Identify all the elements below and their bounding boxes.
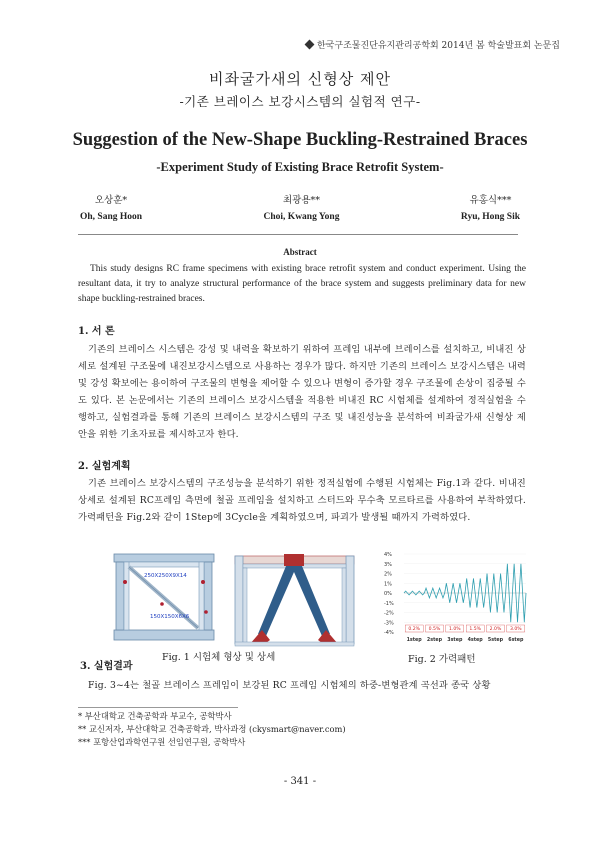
- section-3-body: Fig. 3~4는 철골 브레이스 프레임이 보강된 RC 프레임 시험체의 하중-변형관계 곡선과 종국 상황: [88, 680, 491, 691]
- section-1-heading: 1. 서 론: [78, 326, 115, 337]
- y-tick-label: -1%: [384, 600, 394, 607]
- author-2: [264, 192, 340, 222]
- y-tick-label: 2%: [384, 571, 392, 578]
- section-3-heading: 3. 실험결과: [80, 661, 133, 672]
- y-tick-label: 0%: [384, 591, 392, 597]
- conference-header: [306, 38, 560, 51]
- title-english: Suggestion of the New-Shape Buckling-Restrained Braces: [72, 130, 528, 150]
- x-tick-label: 1step: [406, 638, 422, 643]
- author-1-english: Oh, Sang Hoon: [80, 212, 143, 222]
- step-amplitude-label: 0.5%: [428, 627, 441, 632]
- author-3-english: Ryu, Hong Sik: [460, 212, 520, 222]
- figure-1-caption: Fig. 1 시험체 형상 및 상세: [162, 652, 276, 663]
- y-tick-label: 3%: [384, 561, 392, 568]
- loading-pattern-chart: [382, 548, 530, 648]
- step-amplitude-label: 2.0%: [489, 627, 502, 632]
- footnote-2: ** 교신저자, 부산대학교 건축공학과, 박사과정 (ckysmart@naver.com): [78, 724, 346, 734]
- y-tick-label: 1%: [384, 581, 392, 588]
- conference-name: 한국구조물진단유지관리공학회 2014년 봄 학술발표회 논문집: [316, 41, 560, 51]
- step-amplitude-label: 3.0%: [509, 627, 522, 632]
- specimen-detail-drawing: [110, 548, 218, 648]
- step-amplitude-label: 1.0%: [448, 627, 461, 632]
- y-tick-label: -2%: [384, 610, 394, 617]
- section-label-top: 250X250X9X14: [144, 573, 187, 579]
- y-tick-label: 4%: [384, 552, 392, 558]
- y-tick-label: -4%: [384, 630, 394, 636]
- subtitle-english: -Experiment Study of Existing Brace Retrofit System-: [156, 160, 444, 174]
- section-1-body: 기존의 브레이스 시스템은 강성 및 내력을 확보하기 위하여 프레임 내부에 브레이스를 설치하고, 비내진 상세로 설계된 구조물에 내진보강시스템으로 사용하는 경우가 많다. 하지만 기존의 브레이스 보강시스템은 내력 및 강성 확보에는 용이하여 구조물의 변형을 제어할 수 있으나 변형이 증가할 경우 구조물에 손상이 집중될 수도 있다. 본 논문에서는 기존의 브레이스 보강시스템을 적용한 비내진 RC 시험체를 설계하여 정적실험을 수행하고, 실험결과를 통해 기존의 브레이스 보강시스템의 구조 및 내진성능을 분석하여 비좌굴가새 신형상 제안을 위한 기초자료를 제시하고자 한다.: [78, 344, 526, 440]
- author-3: [461, 192, 520, 222]
- author-2-korean: 최광용**: [282, 195, 320, 206]
- chevron-brace-drawing: [232, 550, 357, 648]
- author-3-korean: 유홍식***: [469, 195, 512, 206]
- author-1: [80, 192, 142, 222]
- x-tick-label: 6step: [508, 638, 524, 643]
- figure-2-caption: Fig. 2 가력패턴: [408, 654, 476, 665]
- abstract-body: This study designs RC frame specimens with existing brace retrofit system and conduct experiment. Using the resultant data, it try to analyze structural performance of the brace system and suggests preliminary data for new shape buckling-restrained braces.: [78, 264, 526, 304]
- footnotes: [78, 710, 346, 749]
- x-tick-label: 4step: [467, 638, 483, 643]
- section-2-heading: 2. 실험계획: [78, 461, 131, 472]
- section-2-body: 기존 브레이스 보강시스템의 구조성능을 분석하기 위한 정적실험에 수행된 시험체는 Fig.1과 같다. 비내진 상세로 설계된 RC프레임 측면에 철골 프레임을 설치하고 스터드와 무수축 모르타르를 사용하여 부착하였다. 가력패턴을 Fig.2와 같이 1Step에 3Cycle을 계획하였으며, 파괴가 발생될 때까지 가력하였다.: [78, 478, 526, 523]
- author-2-english: Choi, Kwang Yong: [263, 212, 340, 222]
- x-tick-label: 5step: [487, 638, 504, 643]
- title-korean: 비좌굴가새의 신형상 제안: [209, 70, 391, 88]
- footnote-rule: [78, 707, 238, 708]
- x-tick-label: 2step: [426, 638, 443, 643]
- step-amplitude-label: 0.2%: [408, 627, 421, 632]
- author-list: [80, 192, 520, 222]
- figure-area: [110, 548, 530, 658]
- subtitle-korean: -기존 브레이스 보강시스템의 실험적 연구-: [179, 94, 421, 109]
- divider: [78, 234, 518, 235]
- page-number: - 341 -: [283, 776, 317, 787]
- abstract-title: Abstract: [283, 247, 317, 257]
- x-tick-label: 3step: [447, 638, 463, 643]
- section-label-diagonal: 150X150X6X6: [150, 614, 190, 620]
- diamond-icon: [305, 40, 315, 50]
- y-tick-label: -3%: [384, 620, 394, 627]
- footnote-3: *** 포항산업과학연구원 선임연구원, 공학박사: [78, 737, 246, 747]
- step-amplitude-label: 1.5%: [469, 627, 482, 632]
- footnote-1: * 부산대학교 건축공학과 부교수, 공학박사: [78, 711, 232, 721]
- author-1-korean: 오상훈*: [94, 195, 128, 206]
